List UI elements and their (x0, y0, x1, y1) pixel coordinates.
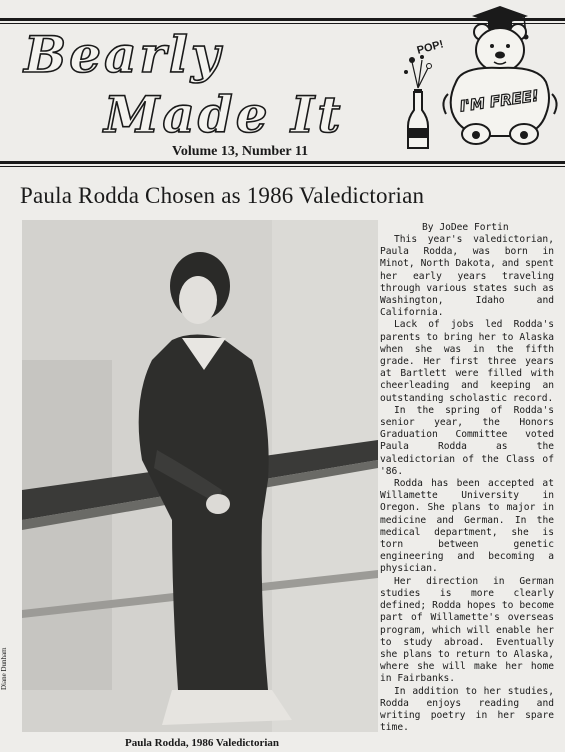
bear-head (474, 24, 526, 72)
article-headline: Paula Rodda Chosen as 1986 Valedictorian (20, 183, 425, 208)
bottom-rule-thin (0, 166, 565, 167)
article-paragraph: In the spring of Rodda's senior year, the Honors Graduation Committee voted Paula Rodda as the valedictorian of the Class of '86. (380, 404, 554, 477)
article-paragraph: Rodda has been accepted at Willamette University in Oregon. She plans to major in medicine and German. In the medical department, she is torn between genetic engineering and becoming a physician. (380, 478, 554, 575)
article-paragraph: This year's valedictorian, Paula Rodda, was born in Minot, North Dakota, and spent her early years traveling through various states such as Washington, Idaho and California. (380, 234, 554, 319)
article-paragraph: Lack of jobs led Rodda's parents to bring her to Alaska when she was in the fifth grade. Her first three years at Bartlett were filled with cheerleading and keeping an outstanding scholastic record. (380, 319, 554, 404)
pop-text: POP! (415, 38, 445, 57)
masthead-title-line2: Made It (104, 85, 344, 144)
photo-credit: Diane Dunham (0, 647, 8, 690)
article-paragraph: Her direction in German studies is more clearly defined; Rodda hopes to become part of Willamette's overseas program, which will enable her to study abroad. Eventually she plans to return to Alaska, where she will make her home in Fairbanks. (380, 575, 554, 685)
bear-shirt-text: I'M FREE! (458, 86, 540, 116)
volume-number: Volume 13, Number 11 (172, 144, 309, 159)
article-paragraph: In addition to her studies, Rodda enjoys reading and writing poetry in her spare time. (380, 685, 554, 734)
article-byline: By JoDee Fortin (422, 222, 509, 233)
bear-mascot-logo (400, 2, 565, 160)
photo-caption: Paula Rodda, 1986 Valedictorian (125, 737, 280, 749)
champagne-bottle-icon (404, 55, 432, 148)
masthead-title-line1: Bearly (24, 25, 223, 84)
bottom-rule-thick (0, 161, 565, 164)
article-body (380, 234, 554, 734)
valedictorian-photo (22, 220, 378, 732)
